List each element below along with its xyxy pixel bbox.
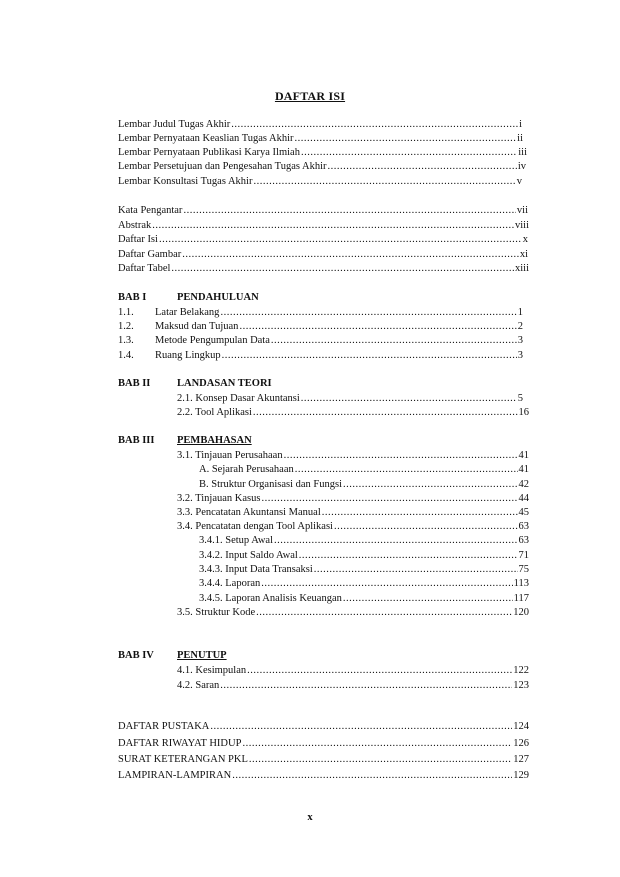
- toc-entry: Lembar Judul Tugas Akhir ..... i: [118, 118, 522, 132]
- toc-entry: Daftar Tabel ..... xiii: [118, 262, 529, 276]
- chapter-title: PENDAHULUAN: [177, 292, 259, 303]
- section-number: 1.4.: [118, 350, 134, 361]
- toc-entry: 3.4.5. Laporan Analisis Keuangan ..... 117: [199, 592, 529, 606]
- toc-entry: 3.2. Tinjauan Kasus ..... 44: [177, 492, 529, 506]
- chapter-label: BAB I: [118, 292, 147, 303]
- toc-entry: Lembar Konsultasi Tugas Akhir ..... v: [118, 175, 522, 189]
- toc-entry: DAFTAR PUSTAKA ..... 124: [118, 720, 529, 734]
- toc-entry: Daftar Isi ..... x: [118, 233, 528, 247]
- toc-entry: Latar Belakang ..... 1: [155, 306, 523, 320]
- toc-entry: 4.2. Saran ..... 123: [177, 679, 529, 693]
- toc-entry: Ruang Lingkup ..... 3: [155, 349, 523, 363]
- page-number: x: [307, 812, 313, 823]
- toc-entry: 3.4.2. Input Saldo Awal ..... 71: [199, 549, 529, 563]
- toc-entry: Lembar Pernyataan Keaslian Tugas Akhir ..... ii: [118, 132, 523, 146]
- toc-entry: A. Sejarah Perusahaan ..... 41: [199, 463, 529, 477]
- toc-entry: Abstrak ..... viii: [118, 219, 529, 233]
- chapter-title: PENUTUP: [177, 650, 227, 661]
- toc-entry: 4.1. Kesimpulan ..... 122: [177, 664, 529, 678]
- chapter-label: BAB III: [118, 435, 155, 446]
- toc-entry: 3.4.1. Setup Awal ..... 63: [199, 534, 529, 548]
- toc-entry: DAFTAR RIWAYAT HIDUP ..... 126: [118, 737, 529, 751]
- toc-entry: 3.3. Pencatatan Akuntansi Manual ..... 45: [177, 506, 529, 520]
- chapter-title: LANDASAN TEORI: [177, 378, 272, 389]
- toc-entry: LAMPIRAN-LAMPIRAN ..... 129: [118, 769, 529, 783]
- toc-entry: Lembar Persetujuan dan Pengesahan Tugas Akhir ..... iv: [118, 160, 526, 174]
- section-number: 1.1.: [118, 307, 134, 318]
- toc-entry: Lembar Pernyataan Publikasi Karya Ilmiah ..... iii: [118, 146, 527, 160]
- section-number: 1.2.: [118, 321, 134, 332]
- toc-entry: SURAT KETERANGAN PKL ..... 127: [118, 753, 529, 767]
- toc-entry: Kata Pengantar ..... vii: [118, 204, 528, 218]
- toc-entry: 3.4. Pencatatan dengan Tool Aplikasi ..... 63: [177, 520, 529, 534]
- toc-entry: Daftar Gambar ..... xi: [118, 248, 528, 262]
- toc-entry: Metode Pengumpulan Data ..... 3: [155, 334, 523, 348]
- toc-entry: 3.4.3. Input Data Transaksi ..... 75: [199, 563, 529, 577]
- toc-entry: B. Struktur Organisasi dan Fungsi ..... 42: [199, 478, 529, 492]
- section-number: 1.3.: [118, 335, 134, 346]
- chapter-label: BAB IV: [118, 650, 154, 661]
- page-title: DAFTAR ISI: [274, 89, 346, 103]
- toc-entry: 3.1. Tinjauan Perusahaan ..... 41: [177, 449, 529, 463]
- chapter-label: BAB II: [118, 378, 151, 389]
- toc-entry: 2.1. Konsep Dasar Akuntansi ..... 5: [177, 392, 523, 406]
- toc-entry: 3.5. Struktur Kode ..... 120: [177, 606, 529, 620]
- chapter-title: PEMBAHASAN: [177, 435, 252, 446]
- toc-entry: Maksud dan Tujuan ..... 2: [155, 320, 523, 334]
- toc-entry: 2.2. Tool Aplikasi ..... 16: [177, 406, 529, 420]
- toc-entry: 3.4.4. Laporan ..... 113: [199, 577, 529, 591]
